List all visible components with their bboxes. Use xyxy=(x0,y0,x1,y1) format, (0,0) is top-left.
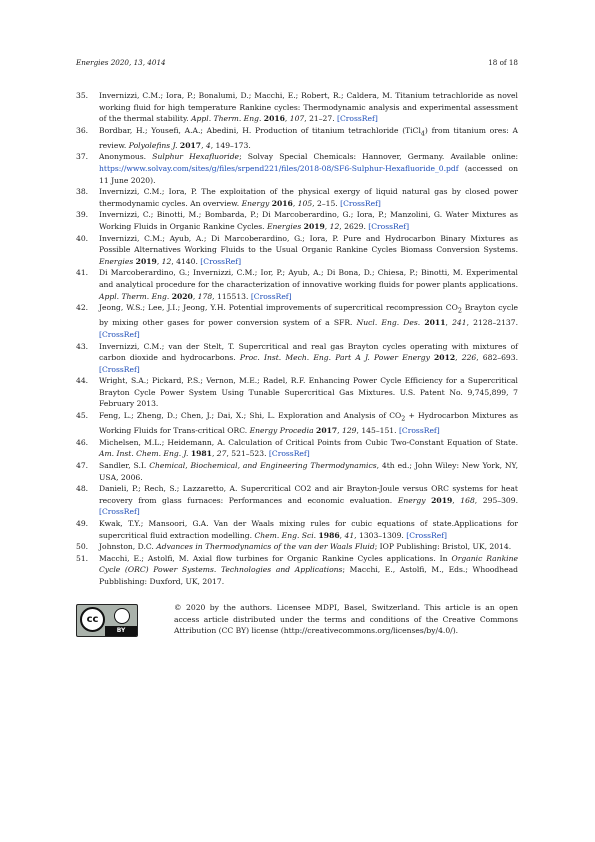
reference-text: Sandler, S.I. xyxy=(99,460,150,470)
journal-name: Energies xyxy=(76,58,109,67)
reference-text: Johnston, D.C. xyxy=(99,542,157,552)
reference-italic: 105 xyxy=(297,198,313,208)
reference-item xyxy=(76,233,518,268)
reference-text: , xyxy=(324,222,330,232)
reference-item xyxy=(76,125,518,152)
reference-link[interactable]: [CrossRef] xyxy=(99,507,140,517)
reference-item xyxy=(76,410,518,437)
reference-text: , 4140. xyxy=(171,256,201,266)
reference-italic: Polyolefins J. xyxy=(128,140,178,150)
reference-italic: Am. Inst. Chem. Eng. J. xyxy=(99,449,189,459)
reference-text: Macchi, E.; Astolfi, M. Axial flow turbines for Organic Rankine Cycles applications. In xyxy=(99,553,452,563)
reference-italic: 107 xyxy=(289,114,305,124)
reference-item xyxy=(76,541,518,553)
reference-link[interactable]: [CrossRef] xyxy=(368,222,410,232)
reference-italic: 27 xyxy=(216,449,227,459)
reference-text: , xyxy=(445,318,453,328)
reference-italic: Chem. Eng. Sci. xyxy=(254,530,317,540)
reference-list xyxy=(76,90,518,587)
reference-item xyxy=(76,553,518,588)
reference-year: 2019 xyxy=(303,222,325,232)
reference-text: ; IOP Publishing: Bristol, UK, 2014. xyxy=(374,542,512,552)
reference-item xyxy=(76,518,518,541)
reference-number: 41. xyxy=(76,268,89,278)
license-block xyxy=(76,602,518,642)
reference-number: 43. xyxy=(76,341,89,351)
reference-text: , 2629. xyxy=(339,222,369,232)
reference-text: + Hydrocarbon Mixtures as Working Fluids for Trans-critical ORC. xyxy=(99,411,518,436)
reference-number: 49. xyxy=(76,518,89,528)
reference-italic: Organic Rankine Cycle (ORC) Power Systems. Technologies and Applications xyxy=(99,553,518,575)
reference-year: 1981 xyxy=(190,449,212,459)
reference-year: 1986 xyxy=(318,530,340,540)
reference-text: Wright, S.A.; Pickard, P.S.; Vernon, M.E.; Radel, R.F. Enhancing Power Cycle Efficiency for a Supercritical Brayton Cycle Power System Using Tunable Supercritical Gas Mixtures. U.S. Patent No. 9,745,899, 7 February 2013. xyxy=(99,376,518,409)
reference-text: Brayton cycle by mixing other gases for power conversion system of a SFR. xyxy=(99,303,518,328)
reference-italic: Proc. Inst. Mech. Eng. Part A J. Power Energy xyxy=(239,353,430,363)
reference-text: ; Macchi, E., Astolfi, M., Eds.; Whoodhead Pubblishing: Duxford, UK, 2017. xyxy=(99,565,518,586)
reference-text: Invernizzi, C.M.; Iora, P.; Bonalumi, D.; Macchi, E.; Robert, R.; Caldera, M. Titanium tetrachloride as novel working fluid for high temperature Rankine cycles: Thermodynamic analysis and experimental assessment of the thermal stability. xyxy=(99,91,518,124)
reference-link[interactable]: [CrossRef] xyxy=(340,198,381,208)
reference-italic: Appl. Therm. Eng. xyxy=(191,114,262,124)
reference-item xyxy=(76,375,518,410)
reference-text: Feng, L.; Zheng, D.; Chen, J.; Dai, X.; Shi, L. Exploration and Analysis of CO xyxy=(99,411,402,421)
reference-italic: Appl. Therm. Eng. xyxy=(99,291,170,301)
reference-text: , 295–309. xyxy=(474,495,519,505)
reference-text: , 21–27. xyxy=(304,114,338,124)
reference-text: Invernizzi, C.M.; van der Stelt, T. Supercritical and real gas Brayton cycles operating with mixtures of carbon dioxide and hydrocarbons. xyxy=(99,341,518,363)
reference-year: 2017 xyxy=(316,426,338,436)
reference-text: , 115513. xyxy=(212,291,251,301)
reference-text: , 149–173. xyxy=(210,140,251,150)
reference-text: , 682–693. xyxy=(476,353,518,363)
reference-year: 2011 xyxy=(424,318,446,328)
reference-text: , 4th ed.; John Wiley: New York, NY, USA, 2006. xyxy=(99,460,519,482)
reference-number: 35. xyxy=(76,91,89,100)
reference-link[interactable]: [CrossRef] xyxy=(398,426,440,436)
reference-number: 45. xyxy=(76,411,89,421)
reference-text: , 2128–2137. xyxy=(466,318,518,328)
reference-link[interactable]: [CrossRef] xyxy=(337,114,378,124)
reference-text: Kwak, T.Y.; Mansoori, G.A. Van der Waals mixing rules for cubic equations of state.Applications for supercritical fluid extraction modelling. xyxy=(99,518,518,540)
reference-item xyxy=(76,341,518,376)
reference-italic: 178 xyxy=(197,291,213,301)
creative-commons-icon: cc xyxy=(80,607,105,632)
reference-year: 2012 xyxy=(434,353,456,363)
reference-text: (accessed on 11 June 2020). xyxy=(99,164,518,185)
attribution-person-icon xyxy=(114,608,130,624)
reference-link[interactable]: [CrossRef] xyxy=(200,256,242,266)
reference-number: 44. xyxy=(76,376,89,386)
reference-year: 2019 xyxy=(431,495,453,505)
reference-text: , xyxy=(292,198,298,208)
reference-italic: Chemical, Biochemical, and Engineering Thermodynamics xyxy=(149,460,377,470)
reference-number: 38. xyxy=(76,187,89,197)
reference-text: , xyxy=(211,449,217,459)
reference-year: 2019 xyxy=(135,256,157,266)
reference-text: Anonymous. xyxy=(99,152,153,162)
reference-item xyxy=(76,483,518,518)
cc-by-license-logo[interactable] xyxy=(76,604,138,637)
reference-italic: 241 xyxy=(452,318,467,328)
reference-italic: Energy Procedia xyxy=(249,426,314,436)
reference-text: Invernizzi, C.M.; Iora, P. The exploitation of the physical exergy of liquid natural gas by closed power thermodynamic cycles. An overview. xyxy=(99,187,518,208)
reference-italic: 226 xyxy=(461,353,477,363)
reference-item xyxy=(76,437,518,460)
subscript: 2 xyxy=(457,307,462,315)
reference-number: 37. xyxy=(76,152,89,162)
reference-number: 47. xyxy=(76,460,89,470)
reference-number: 46. xyxy=(76,437,89,447)
reference-link[interactable]: [CrossRef] xyxy=(99,329,140,339)
reference-item xyxy=(76,90,518,125)
reference-text: , xyxy=(455,353,462,363)
reference-italic: 41 xyxy=(344,530,355,540)
reference-link[interactable]: [CrossRef] xyxy=(268,449,310,459)
reference-year: 2016 xyxy=(263,114,285,124)
reference-text: , 521–523. xyxy=(226,449,269,459)
reference-text: , xyxy=(339,530,345,540)
reference-item xyxy=(76,267,518,302)
reference-text: Bordbar, H.; Yousefi, A.A.; Abedini, H. Production of titanium tetrachloride (TiCl xyxy=(99,125,421,135)
reference-number: 51. xyxy=(76,553,89,563)
by-label: BY xyxy=(105,626,137,636)
reference-link[interactable]: https://www.solvay.com/sites/g/files/srpend221/files/2018-08/SF6-Sulphur-Hexafluoride_0.pdf xyxy=(99,164,459,174)
reference-text: , xyxy=(156,256,162,266)
reference-text: Jeong, W.S.; Lee, J.I.; Jeong, Y.H. Potential improvements of supercritical recompression CO xyxy=(99,303,458,313)
reference-text: Invernizzi, C.; Binotti, M.; Bombarda, P.; Di Marcoberardino, G.; Iora, P.; Manzolini, G. Water Mixtures as Working Fluids in Organic Rankine Cycles. xyxy=(99,210,518,232)
reference-italic: 12 xyxy=(161,256,172,266)
reference-italic: Energies xyxy=(266,222,302,232)
reference-italic: Energy xyxy=(397,495,426,505)
license-text: © 2020 by the authors. Licensee MDPI, Basel, Switzerland. This article is an open access article distributed under the terms and conditions of the Creative Commons Attribution (CC BY) license (http://creativecommons.org/licenses/by/4.0/). xyxy=(174,603,518,636)
reference-number: 48. xyxy=(76,484,89,494)
journal-citation: 2020, 13, 4014 xyxy=(110,58,166,67)
reference-number: 50. xyxy=(76,542,89,552)
reference-text: , xyxy=(337,426,342,436)
reference-italic: 12 xyxy=(329,222,340,232)
reference-text: Di Marcoberardino, G.; Invernizzi, C.M.; Ior, P.; Ayub, A.; Di Bona, D.; Chiesa, P.; Binotti, M. Experimental and analytical procedure for the characterization of innovative working fluids for power plants applications. xyxy=(99,268,518,290)
reference-number: 42. xyxy=(76,303,89,313)
reference-link[interactable]: [CrossRef] xyxy=(406,530,448,540)
reference-italic: Energy xyxy=(241,198,270,208)
reference-text: Invernizzi, C.M.; Ayub, A.; Di Marcoberardino, G.; Iora, P. Pure and Hydrocarbon Binary Mixtures as Possible Alternatives Working Fluids to the Usual Organic Rankine Cycles Biomass Conversion Systems. xyxy=(99,233,518,255)
reference-text: , 1303–1309. xyxy=(354,530,407,540)
reference-item xyxy=(76,302,518,340)
reference-italic: 168 xyxy=(460,495,475,505)
reference-year: 2020 xyxy=(171,291,193,301)
reference-item xyxy=(76,151,518,186)
reference-link[interactable]: [CrossRef] xyxy=(99,364,140,374)
page-number: 18 of 18 xyxy=(488,58,518,67)
reference-text: , 2–15. xyxy=(312,198,341,208)
reference-number: 36. xyxy=(76,125,89,135)
reference-year: 2016 xyxy=(271,198,293,208)
reference-text: Michelsen, M.L.; Heidemann, A. Calculation of Critical Points from Cubic Two-Constant Equation of State. xyxy=(99,437,518,447)
reference-text: , xyxy=(192,291,198,301)
reference-text: Danieli, P.; Rech, S.; Lazzaretto, A. Supercritical CO2 and air Brayton-Joule versus ORC systems for heat recovery from glass furnaces: Performances and economic evaluation. xyxy=(99,484,518,505)
reference-number: 40. xyxy=(76,233,89,243)
subscript: 2 xyxy=(401,415,406,423)
reference-text: , xyxy=(284,114,290,124)
reference-italic: Sulphur Hexafluoride xyxy=(152,152,240,162)
page-header xyxy=(76,58,518,70)
reference-italic: 4 xyxy=(205,140,211,150)
reference-text: , xyxy=(452,495,461,505)
reference-link[interactable]: [CrossRef] xyxy=(250,291,292,301)
reference-text: , 145–151. xyxy=(356,426,399,436)
reference-text: ) from titanium ores: A review. xyxy=(99,125,519,150)
reference-italic: 129 xyxy=(342,426,357,436)
reference-item xyxy=(76,186,518,209)
reference-text: , xyxy=(201,140,206,150)
reference-item xyxy=(76,209,518,232)
reference-number: 39. xyxy=(76,210,89,220)
reference-text: ; Solvay Special Chemicals: Hannover, Germany. Available online: xyxy=(239,152,519,162)
reference-italic: Nucl. Eng. Des. xyxy=(356,318,421,328)
reference-item xyxy=(76,460,518,483)
reference-italic: Energies xyxy=(99,256,134,266)
subscript: 4 xyxy=(420,130,425,138)
reference-year: 2017 xyxy=(179,140,202,150)
reference-italic: Advances in Thermodynamics of the van der Waals Fluid xyxy=(156,542,375,552)
